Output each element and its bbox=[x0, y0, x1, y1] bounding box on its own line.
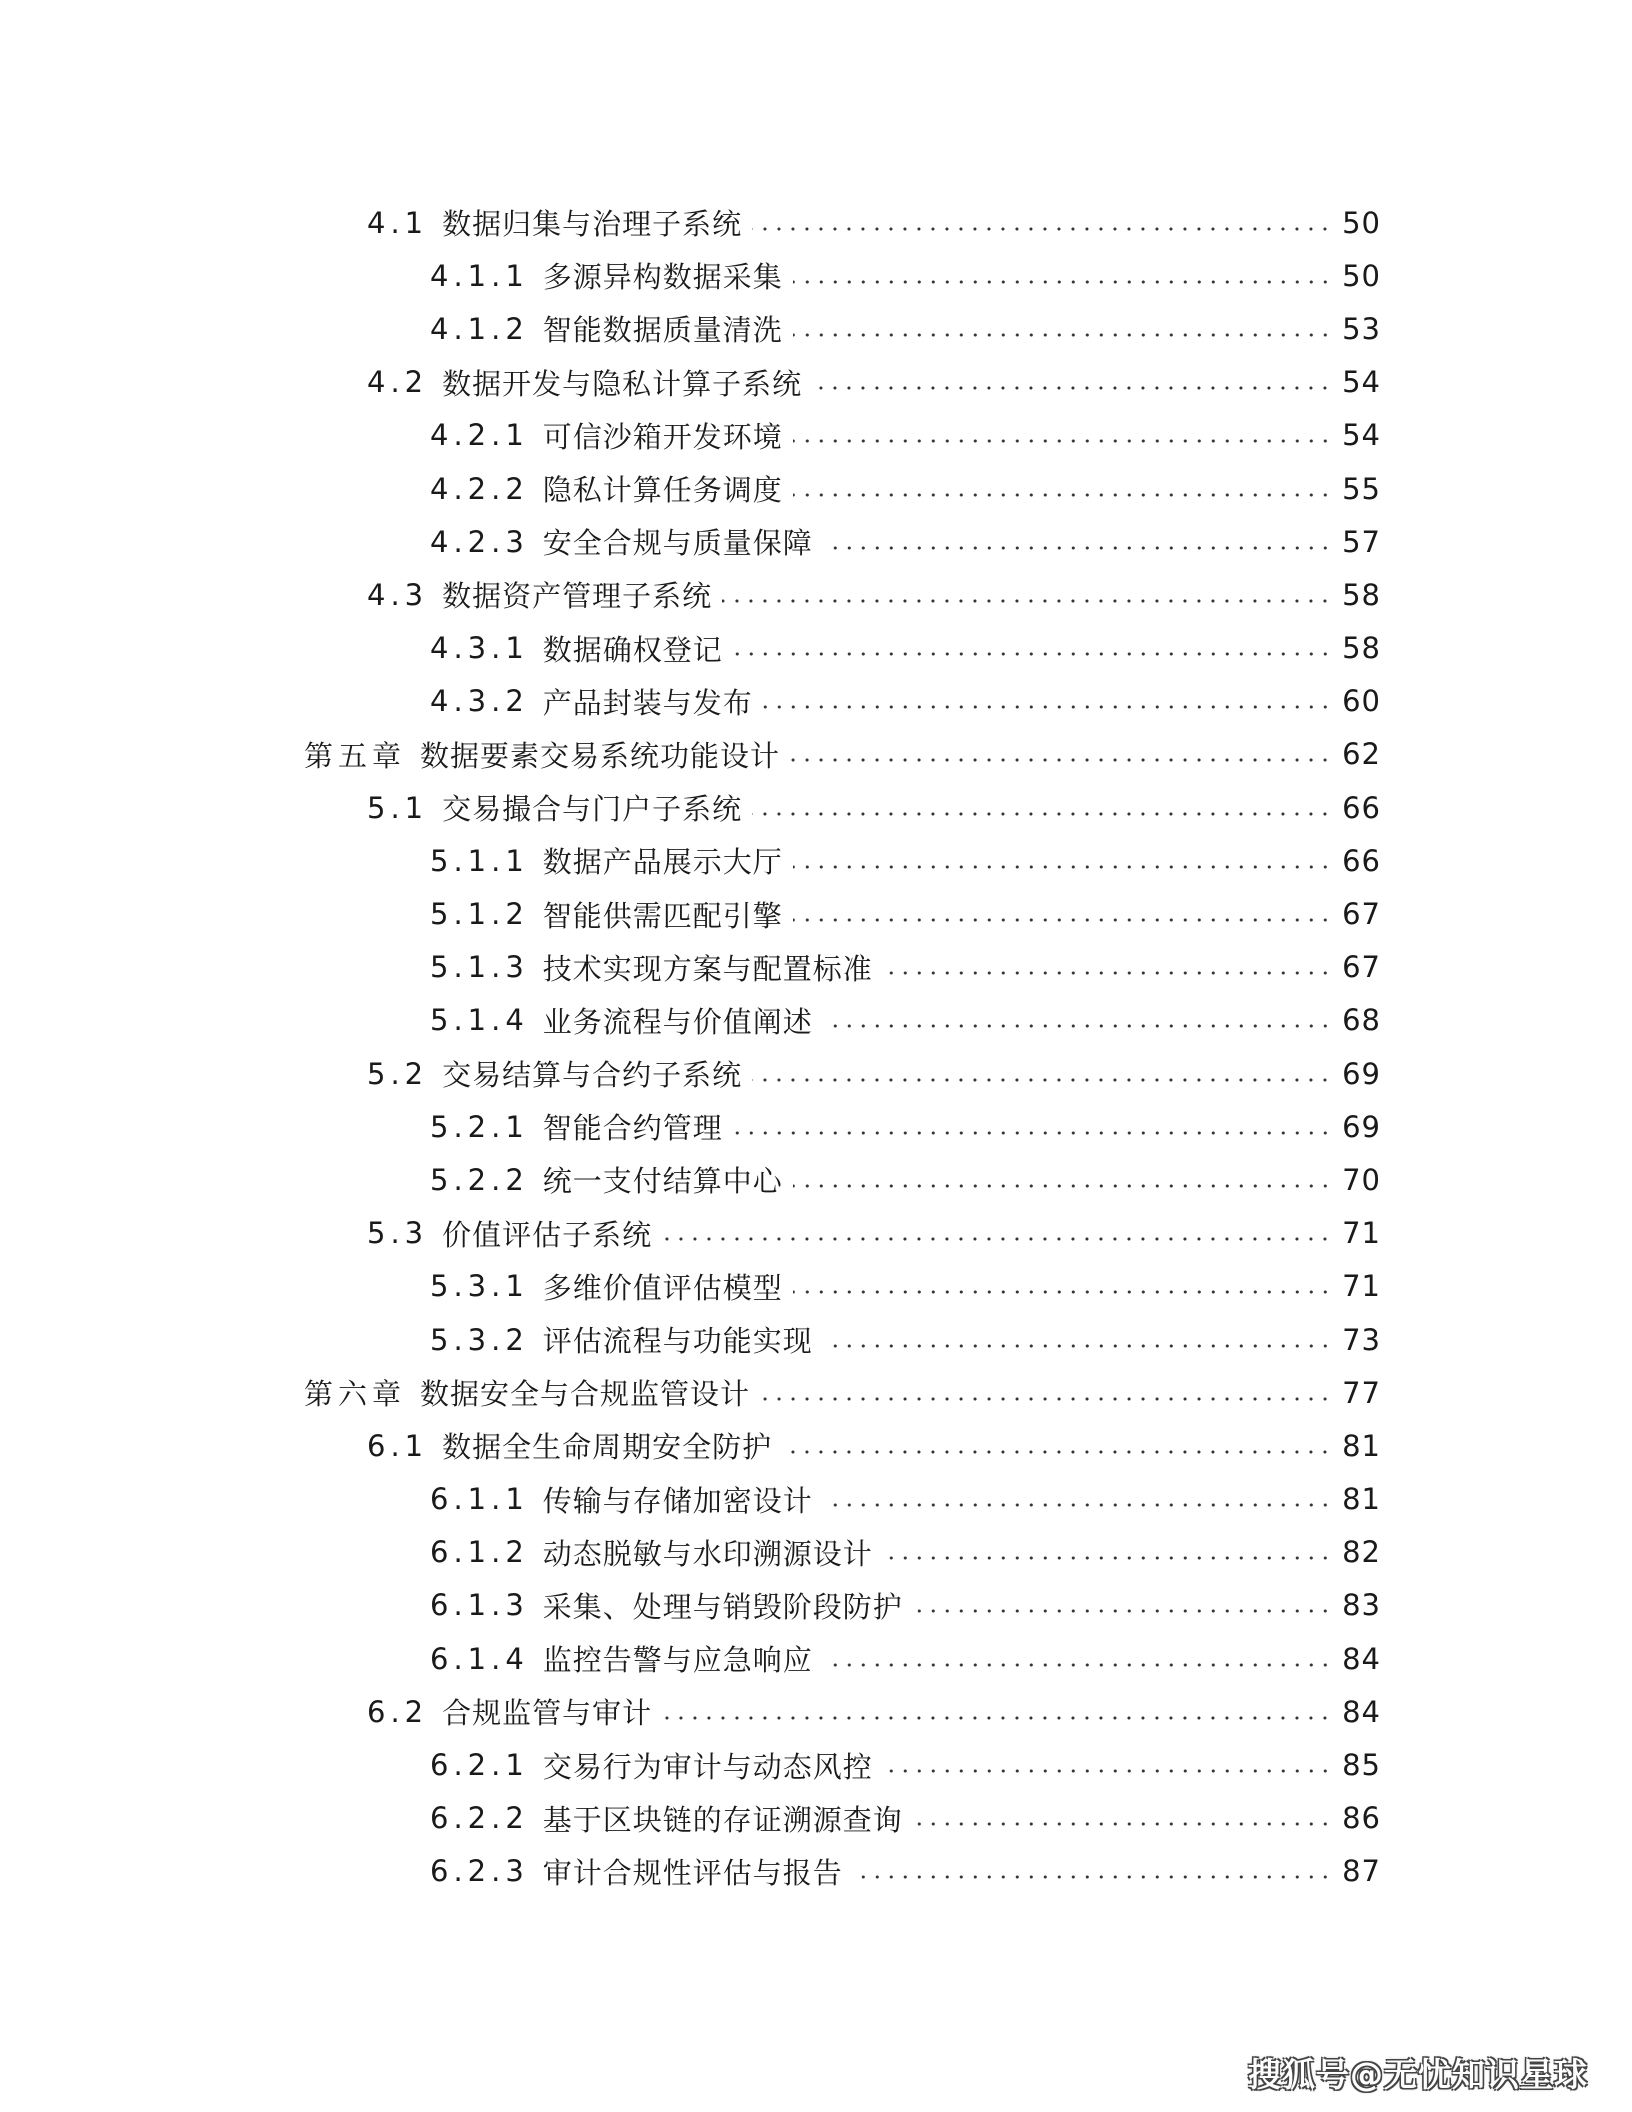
toc-entry-page-number: 84 bbox=[1342, 1641, 1381, 1676]
toc-entry-title: 动态脱敏与水印溯源设计 bbox=[542, 1536, 873, 1571]
toc-entry-number: 4.2.2 bbox=[430, 471, 529, 506]
toc-entry[interactable] bbox=[0, 409, 1632, 462]
toc-dot-leader bbox=[733, 1131, 1332, 1135]
toc-dot-leader bbox=[662, 1716, 1332, 1720]
toc-entry-number: 5.3.2 bbox=[430, 1322, 529, 1357]
toc-dot-leader bbox=[793, 280, 1332, 284]
toc-entry[interactable] bbox=[0, 1526, 1632, 1579]
toc-entry-page-number: 60 bbox=[1342, 684, 1381, 719]
toc-entry-content bbox=[367, 1047, 1381, 1100]
toc-entry[interactable] bbox=[0, 356, 1632, 409]
toc-dot-leader bbox=[812, 386, 1332, 390]
toc-entry-number: 第六章 bbox=[304, 1377, 407, 1412]
toc-entry-content bbox=[430, 887, 1381, 940]
toc-entry-number: 6.1.2 bbox=[430, 1535, 529, 1570]
toc-entry-page-number: 71 bbox=[1342, 1216, 1381, 1251]
toc-entry[interactable] bbox=[0, 1366, 1632, 1419]
toc-entry-number: 6.2.1 bbox=[430, 1748, 529, 1783]
toc-entry-title: 技术实现方案与配置标准 bbox=[542, 951, 873, 986]
toc-entry-title: 安全合规与质量保障 bbox=[542, 526, 813, 561]
toc-entry[interactable] bbox=[0, 1153, 1632, 1206]
toc-dot-leader bbox=[913, 1609, 1332, 1613]
toc-dot-leader bbox=[793, 865, 1332, 869]
toc-entry-number: 6.1.4 bbox=[430, 1641, 529, 1676]
toc-entry-number: 4.3 bbox=[367, 577, 429, 612]
toc-entry-title: 数据归集与治理子系统 bbox=[442, 207, 743, 242]
table-of-contents bbox=[0, 196, 1632, 1898]
toc-entry-page-number: 53 bbox=[1342, 311, 1381, 346]
toc-entry-content bbox=[430, 1100, 1381, 1153]
toc-dot-leader bbox=[823, 546, 1332, 550]
toc-entry[interactable] bbox=[0, 249, 1632, 302]
toc-dot-leader bbox=[662, 1237, 1332, 1241]
toc-entry-content bbox=[304, 1366, 1381, 1419]
toc-entry-number: 4.3.2 bbox=[430, 684, 529, 719]
toc-entry-number: 6.1.1 bbox=[430, 1482, 529, 1517]
toc-dot-leader bbox=[853, 1875, 1332, 1879]
toc-entry-number: 6.2.3 bbox=[430, 1854, 529, 1889]
toc-entry-number: 5.1.2 bbox=[430, 897, 529, 932]
toc-entry[interactable] bbox=[0, 1473, 1632, 1526]
toc-entry-page-number: 86 bbox=[1342, 1801, 1381, 1836]
toc-entry-content bbox=[367, 1685, 1381, 1738]
toc-entry-page-number: 54 bbox=[1342, 418, 1381, 453]
toc-entry[interactable] bbox=[0, 941, 1632, 994]
toc-entry-title: 隐私计算任务调度 bbox=[542, 473, 783, 508]
toc-entry-title: 智能合约管理 bbox=[542, 1111, 723, 1146]
toc-entry[interactable] bbox=[0, 675, 1632, 728]
toc-entry-title: 数据安全与合规监管设计 bbox=[420, 1377, 751, 1412]
toc-entry-content bbox=[367, 568, 1381, 621]
toc-entry-number: 5.1.3 bbox=[430, 950, 529, 985]
toc-entry-page-number: 77 bbox=[1342, 1375, 1381, 1410]
toc-entry-page-number: 50 bbox=[1342, 205, 1381, 240]
toc-entry-page-number: 81 bbox=[1342, 1482, 1381, 1517]
toc-entry-number: 4.2.1 bbox=[430, 418, 529, 453]
toc-dot-leader bbox=[883, 1556, 1332, 1560]
toc-entry-number: 4.1.2 bbox=[430, 311, 529, 346]
toc-entry-page-number: 85 bbox=[1342, 1748, 1381, 1783]
toc-entry-title: 数据开发与隐私计算子系统 bbox=[442, 366, 803, 401]
toc-entry-number: 6.1.3 bbox=[430, 1588, 529, 1623]
toc-entry[interactable] bbox=[0, 1685, 1632, 1738]
toc-entry-title: 统一支付结算中心 bbox=[542, 1164, 783, 1199]
toc-dot-leader bbox=[752, 227, 1332, 231]
toc-entry-title: 智能供需匹配引擎 bbox=[542, 898, 783, 933]
toc-entry-number: 5.3 bbox=[367, 1216, 429, 1251]
toc-entry-page-number: 84 bbox=[1342, 1694, 1381, 1729]
toc-dot-leader bbox=[793, 918, 1332, 922]
toc-entry[interactable] bbox=[0, 1579, 1632, 1632]
toc-entry-content bbox=[367, 1207, 1381, 1260]
toc-entry-number: 4.1 bbox=[367, 205, 429, 240]
toc-entry-title: 多维价值评估模型 bbox=[542, 1270, 783, 1305]
toc-entry-content bbox=[367, 1419, 1381, 1472]
toc-dot-leader bbox=[823, 1663, 1332, 1667]
toc-entry-content bbox=[430, 1792, 1381, 1845]
toc-entry-title: 数据产品展示大厅 bbox=[542, 845, 783, 880]
toc-entry[interactable] bbox=[0, 302, 1632, 355]
toc-entry[interactable] bbox=[0, 1792, 1632, 1845]
toc-entry-page-number: 69 bbox=[1342, 1056, 1381, 1091]
toc-entry-title: 数据确权登记 bbox=[542, 632, 723, 667]
toc-entry[interactable] bbox=[0, 462, 1632, 515]
toc-entry-page-number: 66 bbox=[1342, 843, 1381, 878]
toc-entry-content bbox=[430, 1153, 1381, 1206]
toc-entry[interactable] bbox=[0, 1047, 1632, 1100]
toc-dot-leader bbox=[752, 1078, 1332, 1082]
toc-entry-page-number: 83 bbox=[1342, 1588, 1381, 1623]
toc-entry-content bbox=[430, 249, 1381, 302]
toc-entry[interactable] bbox=[0, 1738, 1632, 1791]
toc-entry[interactable] bbox=[0, 196, 1632, 249]
toc-entry-content bbox=[430, 1845, 1381, 1898]
toc-dot-leader bbox=[760, 1397, 1332, 1401]
toc-entry-title: 数据资产管理子系统 bbox=[442, 579, 713, 614]
toc-entry-title: 采集、处理与销毁阶段防护 bbox=[542, 1589, 903, 1624]
toc-entry[interactable] bbox=[0, 781, 1632, 834]
toc-dot-leader bbox=[733, 652, 1332, 656]
toc-entry-number: 6.1 bbox=[367, 1428, 429, 1463]
toc-entry-title: 数据要素交易系统功能设计 bbox=[420, 738, 781, 773]
toc-entry-page-number: 82 bbox=[1342, 1535, 1381, 1570]
toc-entry-page-number: 73 bbox=[1342, 1322, 1381, 1357]
toc-entry-page-number: 87 bbox=[1342, 1854, 1381, 1889]
toc-entry[interactable] bbox=[0, 515, 1632, 568]
toc-entry-page-number: 69 bbox=[1342, 1109, 1381, 1144]
toc-entry-number: 4.1.1 bbox=[430, 258, 529, 293]
toc-entry-content bbox=[430, 675, 1381, 728]
toc-entry-title: 智能数据质量清洗 bbox=[542, 313, 783, 348]
toc-dot-leader bbox=[913, 1822, 1332, 1826]
watermark: 搜狐号@无忧知识星球 bbox=[1248, 2055, 1588, 2094]
toc-entry[interactable] bbox=[0, 834, 1632, 887]
toc-entry-title: 业务流程与价值阐述 bbox=[542, 1004, 813, 1039]
toc-entry-content bbox=[367, 196, 1381, 249]
toc-entry[interactable] bbox=[0, 1419, 1632, 1472]
toc-entry-title: 评估流程与功能实现 bbox=[542, 1324, 813, 1359]
toc-entry-title: 交易结算与合约子系统 bbox=[442, 1058, 743, 1093]
toc-dot-leader bbox=[823, 1024, 1332, 1028]
toc-entry[interactable] bbox=[0, 568, 1632, 621]
toc-entry-title: 审计合规性评估与报告 bbox=[542, 1855, 843, 1890]
toc-entry-content bbox=[430, 941, 1381, 994]
toc-dot-leader bbox=[763, 705, 1332, 709]
toc-entry-number: 5.3.1 bbox=[430, 1269, 529, 1304]
toc-entry-content bbox=[430, 1579, 1381, 1632]
toc-dot-leader bbox=[793, 333, 1332, 337]
toc-dot-leader bbox=[823, 1503, 1332, 1507]
toc-entry[interactable] bbox=[0, 622, 1632, 675]
toc-entry-page-number: 68 bbox=[1342, 1003, 1381, 1038]
toc-dot-leader bbox=[793, 1184, 1332, 1188]
toc-entry[interactable] bbox=[0, 728, 1632, 781]
toc-dot-leader bbox=[883, 1769, 1332, 1773]
toc-dot-leader bbox=[782, 1450, 1332, 1454]
toc-entry-number: 4.3.1 bbox=[430, 631, 529, 666]
toc-entry-title: 基于区块链的存证溯源查询 bbox=[542, 1802, 903, 1837]
toc-entry-page-number: 50 bbox=[1342, 258, 1381, 293]
toc-entry-page-number: 58 bbox=[1342, 631, 1381, 666]
toc-entry-content bbox=[430, 302, 1381, 355]
toc-entry-content bbox=[430, 1473, 1381, 1526]
toc-entry-title: 传输与存储加密设计 bbox=[542, 1483, 813, 1518]
toc-entry-content bbox=[430, 622, 1381, 675]
toc-dot-leader bbox=[722, 599, 1332, 603]
toc-entry[interactable] bbox=[0, 994, 1632, 1047]
toc-entry-number: 5.1.1 bbox=[430, 843, 529, 878]
toc-entry-number: 4.2 bbox=[367, 365, 429, 400]
toc-entry-title: 交易撮合与门户子系统 bbox=[442, 792, 743, 827]
toc-entry[interactable] bbox=[0, 1100, 1632, 1153]
toc-entry[interactable] bbox=[0, 1632, 1632, 1685]
toc-entry-title: 合规监管与审计 bbox=[442, 1696, 653, 1731]
toc-entry-page-number: 57 bbox=[1342, 524, 1381, 559]
toc-entry-content bbox=[430, 462, 1381, 515]
toc-dot-leader bbox=[790, 758, 1332, 762]
toc-entry-content bbox=[430, 994, 1381, 1047]
toc-entry-title: 产品封装与发布 bbox=[542, 685, 753, 720]
toc-entry-number: 第五章 bbox=[304, 738, 407, 773]
toc-entry-number: 5.1.4 bbox=[430, 1003, 529, 1038]
toc-entry-number: 5.1 bbox=[367, 790, 429, 825]
toc-entry-title: 数据全生命周期安全防护 bbox=[442, 1430, 773, 1465]
toc-entry-title: 交易行为审计与动态风控 bbox=[542, 1749, 873, 1784]
toc-entry-page-number: 55 bbox=[1342, 471, 1381, 506]
toc-entry-page-number: 81 bbox=[1342, 1428, 1381, 1463]
toc-entry-content bbox=[430, 409, 1381, 462]
toc-entry-number: 6.2 bbox=[367, 1694, 429, 1729]
toc-entry-number: 4.2.3 bbox=[430, 524, 529, 559]
toc-entry[interactable] bbox=[0, 1260, 1632, 1313]
toc-entry-number: 5.2 bbox=[367, 1056, 429, 1091]
toc-entry-title: 多源异构数据采集 bbox=[542, 260, 783, 295]
toc-entry-content bbox=[430, 1738, 1381, 1791]
toc-entry-content bbox=[367, 781, 1381, 834]
toc-entry-content bbox=[430, 1260, 1381, 1313]
toc-entry-content bbox=[430, 1632, 1381, 1685]
toc-entry-title: 价值评估子系统 bbox=[442, 1217, 653, 1252]
toc-entry[interactable] bbox=[0, 887, 1632, 940]
toc-entry-title: 可信沙箱开发环境 bbox=[542, 419, 783, 454]
toc-entry-content bbox=[430, 515, 1381, 568]
toc-entry-page-number: 58 bbox=[1342, 577, 1381, 612]
toc-entry-content bbox=[367, 356, 1381, 409]
toc-entry[interactable] bbox=[0, 1207, 1632, 1260]
toc-entry-page-number: 70 bbox=[1342, 1162, 1381, 1197]
toc-entry-title: 监控告警与应急响应 bbox=[542, 1643, 813, 1678]
toc-dot-leader bbox=[752, 812, 1332, 816]
toc-entry-page-number: 54 bbox=[1342, 365, 1381, 400]
toc-entry-page-number: 71 bbox=[1342, 1269, 1381, 1304]
toc-dot-leader bbox=[823, 1344, 1332, 1348]
toc-dot-leader bbox=[793, 439, 1332, 443]
toc-entry-number: 6.2.2 bbox=[430, 1801, 529, 1836]
toc-entry-page-number: 67 bbox=[1342, 950, 1381, 985]
toc-dot-leader bbox=[793, 493, 1332, 497]
toc-dot-leader bbox=[883, 971, 1332, 975]
toc-entry-page-number: 62 bbox=[1342, 737, 1381, 772]
toc-entry-content bbox=[430, 834, 1381, 887]
toc-entry-content bbox=[430, 1526, 1381, 1579]
toc-entry-page-number: 67 bbox=[1342, 897, 1381, 932]
toc-dot-leader bbox=[793, 1290, 1332, 1294]
toc-entry-page-number: 66 bbox=[1342, 790, 1381, 825]
toc-entry-number: 5.2.1 bbox=[430, 1109, 529, 1144]
toc-entry[interactable] bbox=[0, 1845, 1632, 1898]
toc-entry-number: 5.2.2 bbox=[430, 1162, 529, 1197]
toc-entry[interactable] bbox=[0, 1313, 1632, 1366]
toc-entry-content bbox=[304, 728, 1381, 781]
toc-entry-content bbox=[430, 1313, 1381, 1366]
